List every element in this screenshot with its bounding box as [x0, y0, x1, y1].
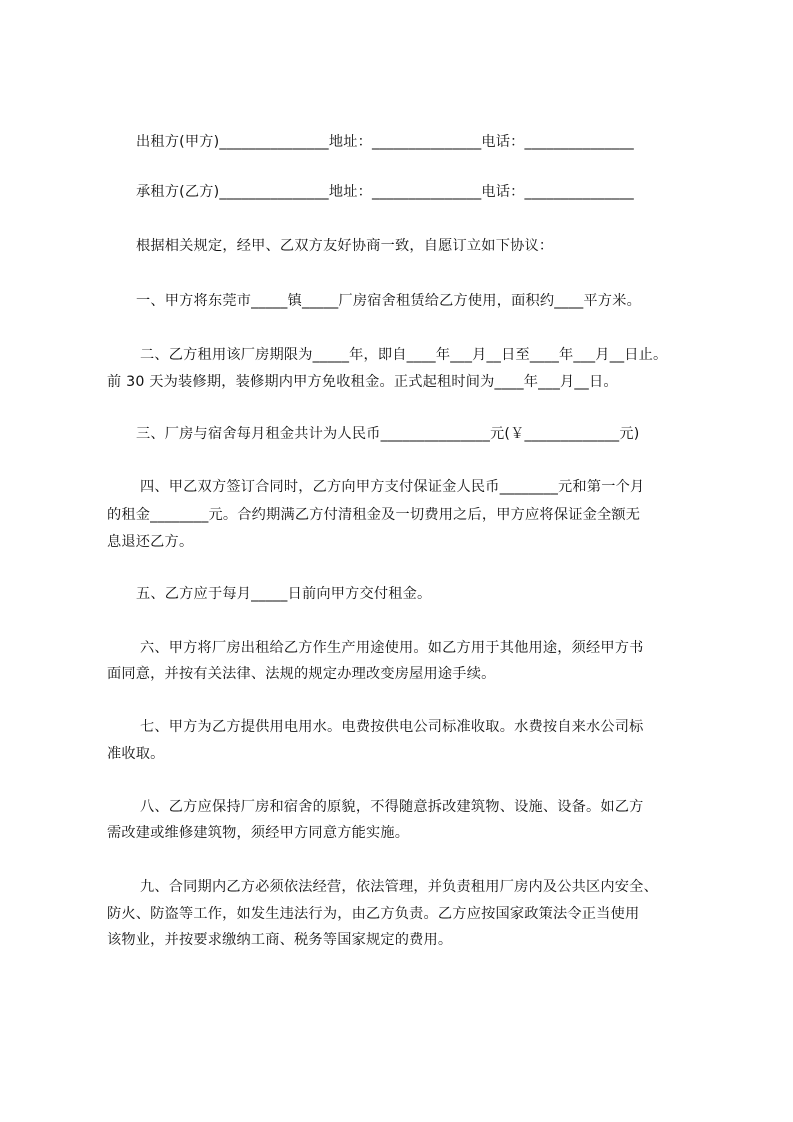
- clause-8-line-1: 八、乙方应保持厂房和宿舍的原貌，不得随意拆改建筑物、设施、设备。如乙方: [140, 799, 644, 815]
- clause-8-line-2: 需改建或维修建筑物，须经甲方同意方能实施。: [107, 825, 410, 841]
- clause-3-line-1: 三、厂房与宿舍每月租金共计为人民币_______________元(￥_____________元): [136, 426, 640, 442]
- lessor-line: 出租方(甲方)_______________地址：_______________电话：_______________: [136, 134, 634, 150]
- clause-6-line-1: 六、甲方将厂房出租给乙方作生产用途使用。如乙方用于其他用途，须经甲方书: [140, 640, 644, 656]
- clause-5-line-1: 五、乙方应于每月_____日前向甲方交付租金。: [136, 586, 432, 602]
- clause-4-line-3: 息退还乙方。: [107, 534, 194, 550]
- clause-9-line-3: 该物业，并按要求缴纳工商、税务等国家规定的费用。: [107, 932, 453, 948]
- clause-7-line-2: 准收取。: [107, 746, 165, 762]
- clause-2-line-1: 二、乙方租用该厂房期限为_____年，即自____年___月__日至____年___月__日止。: [140, 347, 668, 363]
- intro-paragraph: 根据相关规定，经甲、乙双方友好协商一致，自愿订立如下协议：: [136, 238, 554, 254]
- clause-6-line-2: 面同意，并按有关法律、法规的规定办理改变房屋用途手续。: [107, 666, 496, 682]
- clause-4-line-2: 的租金________元。合约期满乙方付清租金及一切费用之后，甲方应将保证金全额无: [107, 507, 641, 523]
- clause-1-line-1: 一、甲方将东莞市_____镇_____厂房宿舍租赁给乙方使用，面积约____平方米。: [136, 293, 641, 309]
- clause-7-line-1: 七、甲方为乙方提供用电用水。电费按供电公司标准收取。水费按自来水公司标: [140, 719, 644, 735]
- clause-4-line-1: 四、甲乙双方签订合同时，乙方向甲方支付保证金人民币________元和第一个月: [140, 479, 645, 495]
- clause-9-line-1: 九、合同期内乙方必须依法经营，依法管理，并负责租用厂房内及公共区内安全、: [140, 879, 658, 895]
- clause-2-line-2: 前 30 天为装修期，装修期内甲方免收租金。正式起租时间为____年___月__日。: [107, 374, 618, 390]
- lessee-line: 承租方(乙方)_______________地址：_______________电话：_______________: [136, 184, 634, 200]
- clause-9-line-2: 防火、防盗等工作，如发生违法行为，由乙方负责。乙方应按国家政策法令正当使用: [107, 906, 640, 922]
